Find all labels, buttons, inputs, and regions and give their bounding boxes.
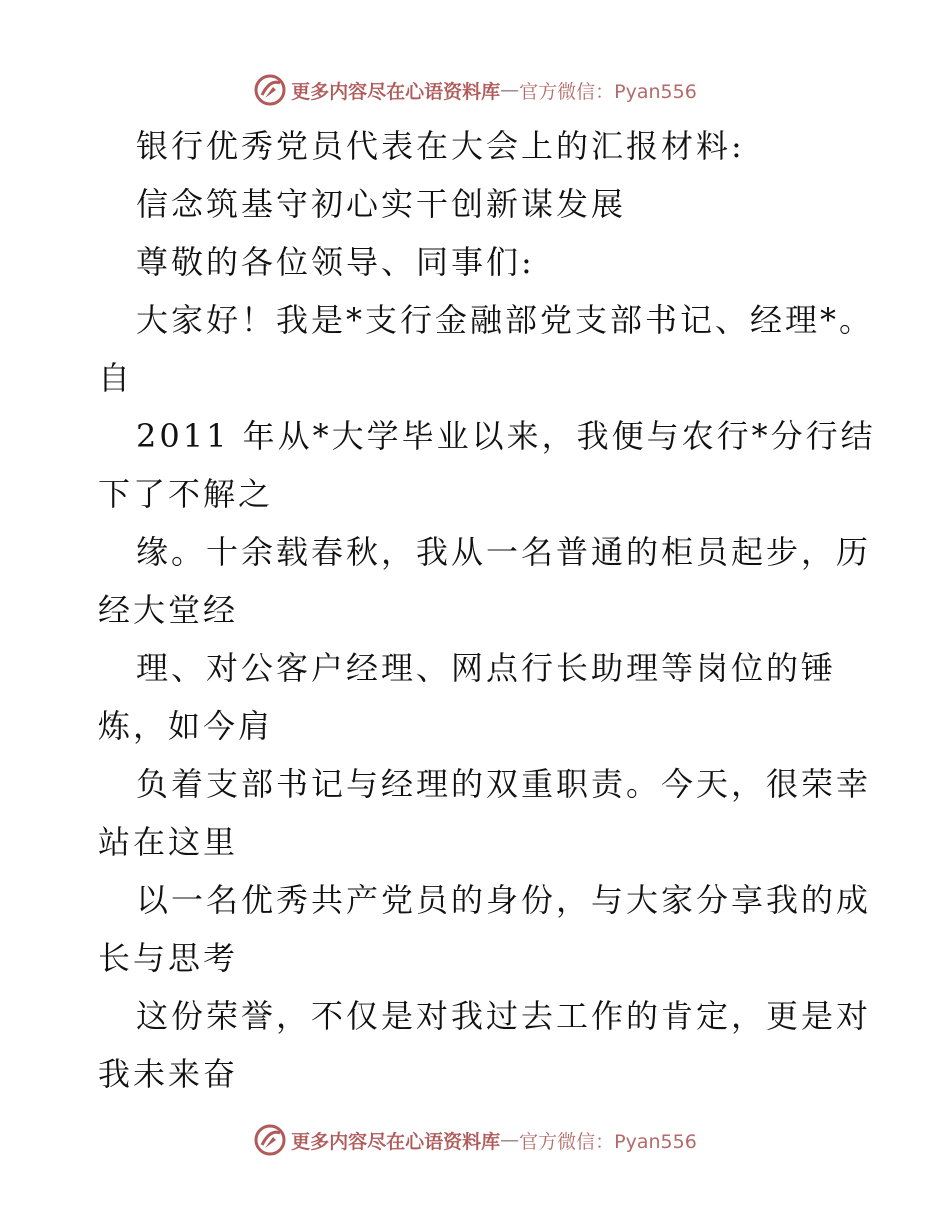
doc-line: 自: [98, 359, 134, 397]
doc-title: 银行优秀党员代表在大会上的汇报材料:: [136, 127, 745, 165]
banner-wechat-text: 官方微信：Pyan556: [519, 80, 697, 103]
brand-logo-icon: [253, 73, 287, 107]
doc-line: 下了不解之: [98, 475, 274, 513]
document-body: [98, 117, 876, 1103]
doc-line: 大家好！我是*支行金融部党支部书记、经理*。: [136, 301, 875, 339]
doc-line: 以一名优秀共产党员的身份，与大家分享我的成: [136, 881, 872, 919]
doc-line: 这份荣誉，不仅是对我过去工作的肯定，更是对: [136, 997, 872, 1035]
doc-subtitle: 信念筑基守初心实干创新谋发展: [136, 185, 627, 223]
doc-line: 我未来奋: [98, 1055, 239, 1093]
brand-logo-icon: [253, 1123, 287, 1157]
doc-line: 2011 年从*大学毕业以来，我便与农行*分行结: [136, 417, 876, 455]
doc-line: 炼，如今肩: [98, 707, 274, 745]
banner-main-text: 更多内容尽在心语资料库: [291, 1130, 501, 1153]
doc-line: 缘。十余载春秋，我从一名普通的柜员起步，历: [136, 533, 872, 571]
doc-line: 长与思考: [98, 939, 239, 977]
doc-line: 负着支部书记与经理的双重职责。今天，很荣幸: [136, 765, 872, 803]
header-banner: [0, 70, 950, 110]
banner-wechat-text: 官方微信：Pyan556: [519, 1130, 697, 1153]
banner-separator: —: [500, 79, 520, 101]
footer-banner: [0, 1120, 950, 1160]
banner-main-text: 更多内容尽在心语资料库: [291, 80, 501, 103]
doc-line: 理、对公客户经理、网点行长助理等岗位的锤: [136, 649, 837, 687]
doc-line: 经大堂经: [98, 591, 239, 629]
doc-salutation: 尊敬的各位领导、同事们:: [136, 243, 535, 281]
banner-separator: —: [500, 1129, 520, 1151]
doc-line: 站在这里: [98, 823, 239, 861]
